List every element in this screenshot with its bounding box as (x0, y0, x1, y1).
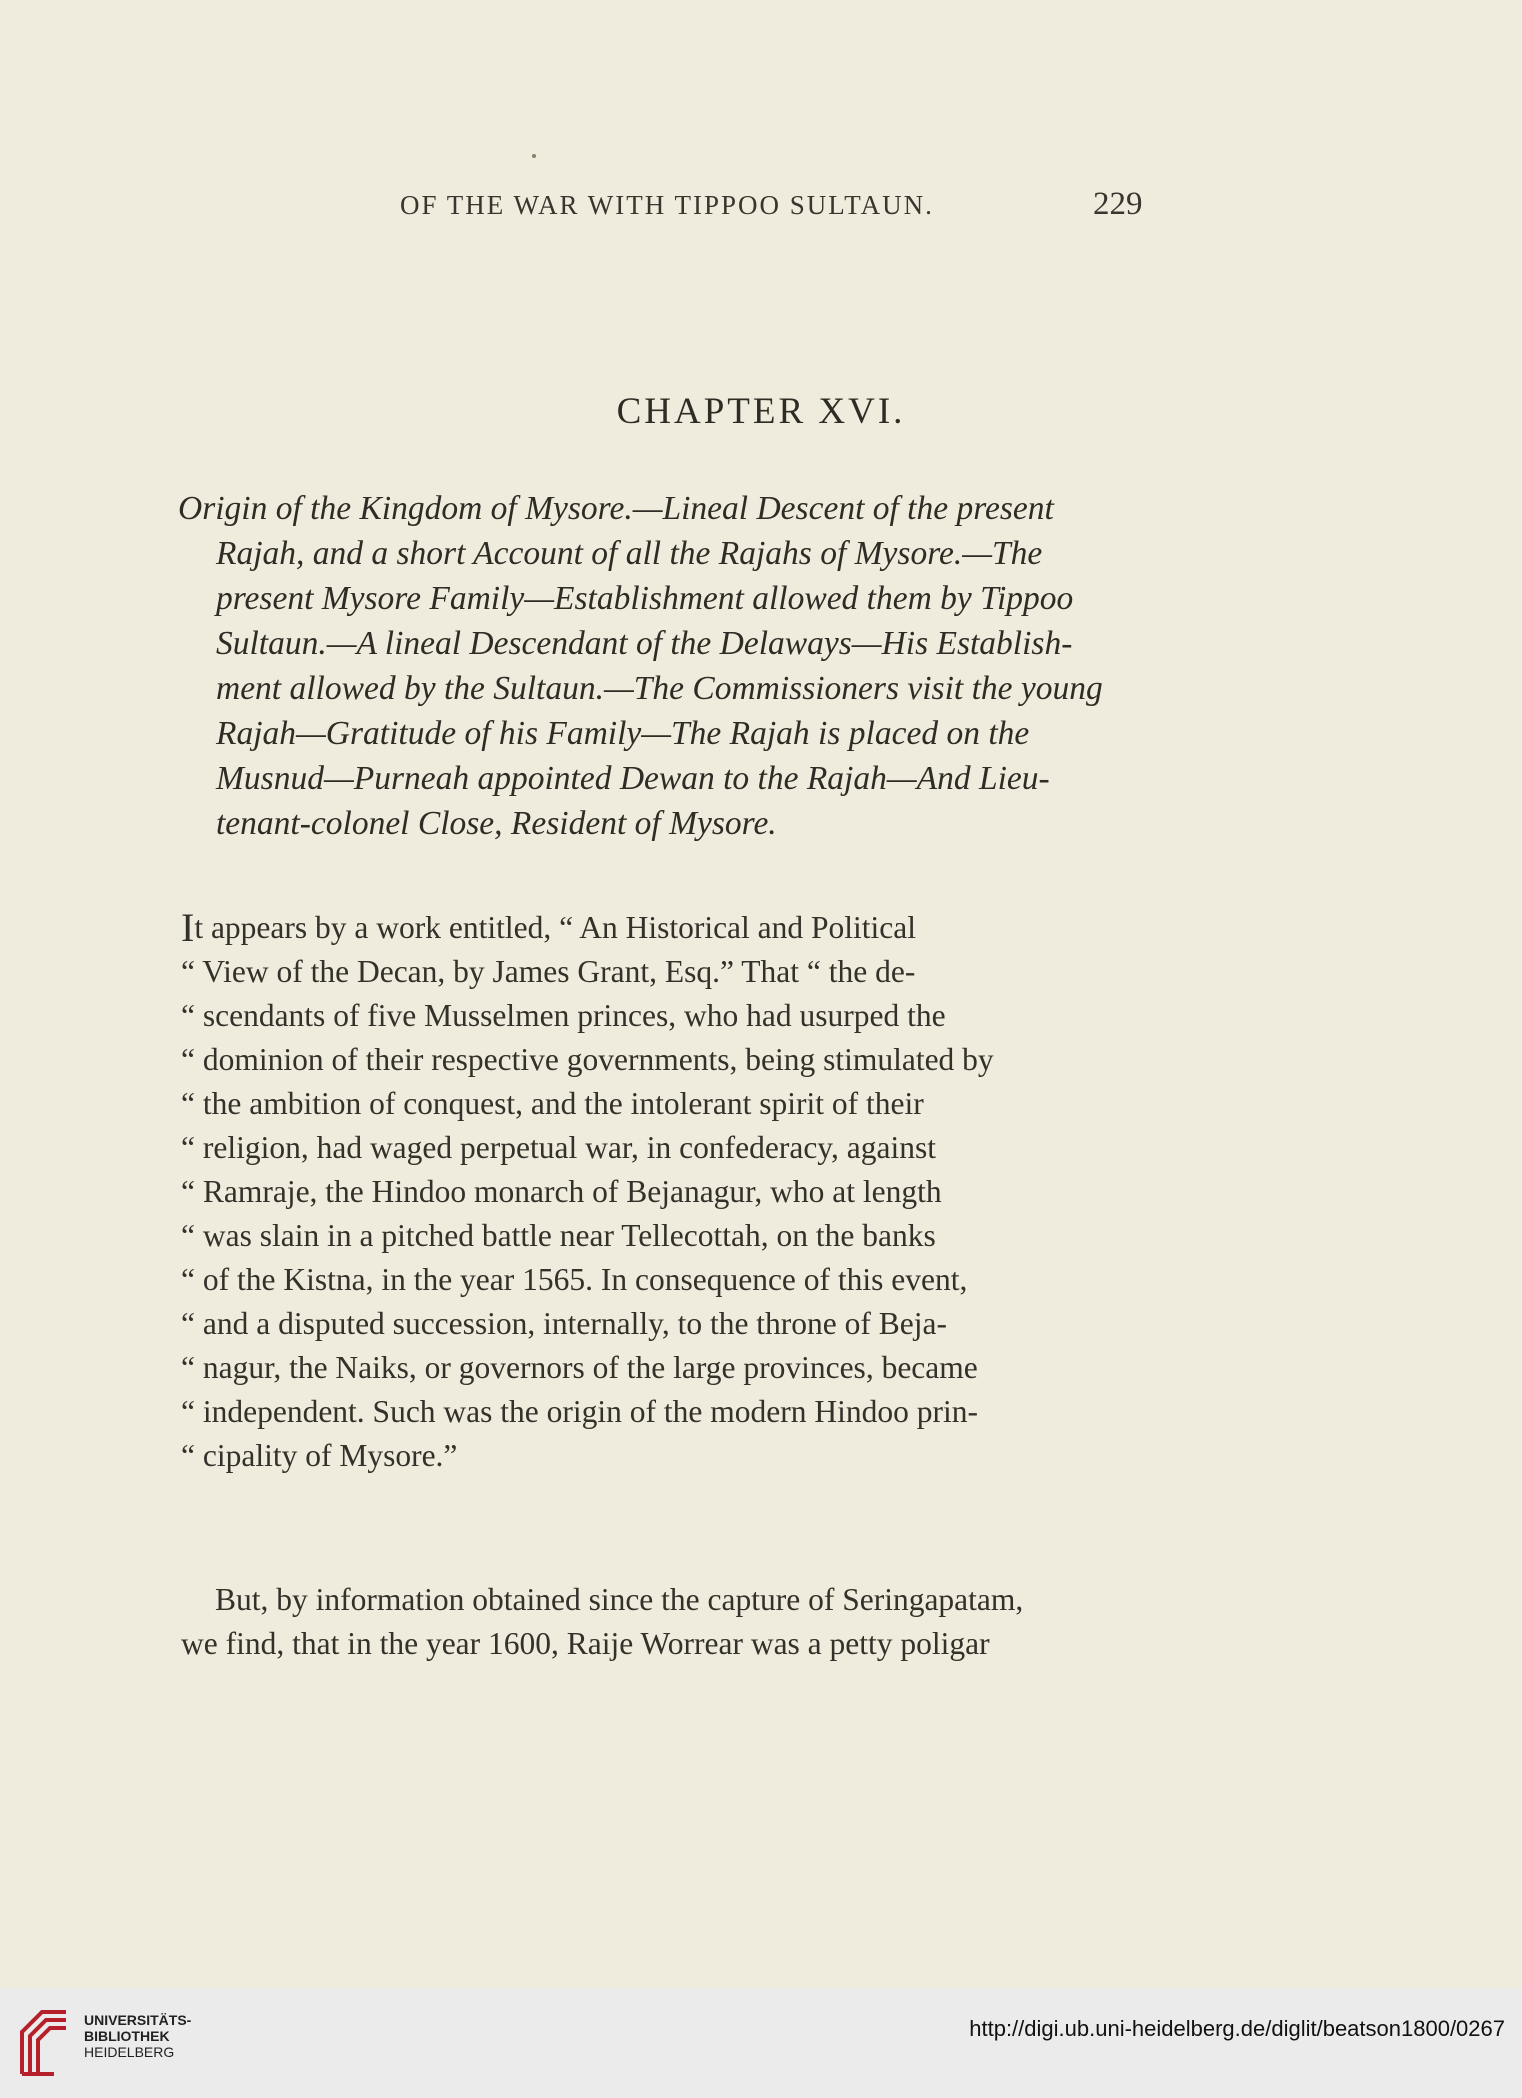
running-head: OF THE WAR WITH TIPPOO SULTAUN. (400, 190, 934, 220)
argument-line: Musnud—Purneah appointed Dewan to the Rajah—And Lieu- (216, 760, 1050, 797)
page-number: 229 (1093, 186, 1143, 222)
chapter-title: CHAPTER XVI. (616, 391, 906, 432)
library-name-line: HEIDELBERG (84, 2044, 175, 2060)
pencil-mark-icon (530, 152, 538, 160)
text-line-content: t appears by a work entitled, “ An Historical and Political (194, 910, 917, 945)
text-line: “ and a disputed succession, internally, to the throne of Beja- (181, 1306, 947, 1341)
text-line (181, 906, 1151, 950)
text-line: “ the ambition of conquest, and the intolerant spirit of their (181, 1086, 924, 1121)
argument-line: ment allowed by the Sultaun.—The Commissioners visit the young (216, 670, 1103, 707)
library-logo-icon[interactable] (14, 2004, 76, 2080)
argument-line: tenant-colonel Close, Resident of Mysore. (216, 805, 777, 842)
text-line: “ dominion of their respective governments, being stimulated by (181, 1042, 994, 1077)
argument-line: present Mysore Family—Establishment allowed them by Tippoo (216, 580, 1074, 617)
text-line: we find, that in the year 1600, Raije Worrear was a petty poligar (181, 1626, 990, 1661)
text-line: But, by information obtained since the capture of Seringapatam, (215, 1582, 1024, 1617)
library-name-line: BIBLIOTHEK (84, 2028, 170, 2044)
text-line: “ religion, had waged perpetual war, in confederacy, against (181, 1130, 936, 1165)
library-name-line: UNIVERSITÄTS- (84, 2012, 192, 2028)
paragraph-1 (181, 906, 1151, 1478)
drop-cap: I (181, 905, 195, 950)
text-line: “ of the Kistna, in the year 1565. In consequence of this event, (181, 1262, 968, 1297)
argument-line: Rajah—Gratitude of his Family—The Rajah is placed on the (216, 715, 1030, 752)
argument-line: Sultaun.—A lineal Descendant of the Delaways—His Establish- (216, 625, 1073, 662)
argument-line: Origin of the Kingdom of Mysore.—Lineal Descent of the present (178, 490, 1054, 527)
text-line: “ cipality of Mysore.” (181, 1438, 458, 1473)
text-line: “ independent. Such was the origin of the modern Hindoo prin- (181, 1394, 978, 1429)
text-line: “ was slain in a pitched battle near Tellecottah, on the banks (181, 1218, 936, 1253)
page-header (0, 186, 1522, 230)
argument-line: Rajah, and a short Account of all the Rajahs of Mysore.—The (216, 535, 1043, 572)
viewer-footer (0, 1988, 1522, 2098)
text-line: “ scendants of five Musselmen princes, who had usurped the (181, 998, 946, 1033)
library-name[interactable] (84, 2012, 191, 2060)
chapter-argument (178, 486, 1150, 846)
text-line: “ View of the Decan, by James Grant, Esq.” That “ the de- (181, 954, 916, 989)
permalink-url[interactable]: http://digi.ub.uni-heidelberg.de/diglit/beatson1800/0267 (969, 2016, 1505, 2041)
text-line: “ nagur, the Naiks, or governors of the large provinces, became (181, 1350, 978, 1385)
paragraph-2 (181, 1578, 1151, 1666)
text-line: “ Ramraje, the Hindoo monarch of Bejanagur, who at length (181, 1174, 942, 1209)
